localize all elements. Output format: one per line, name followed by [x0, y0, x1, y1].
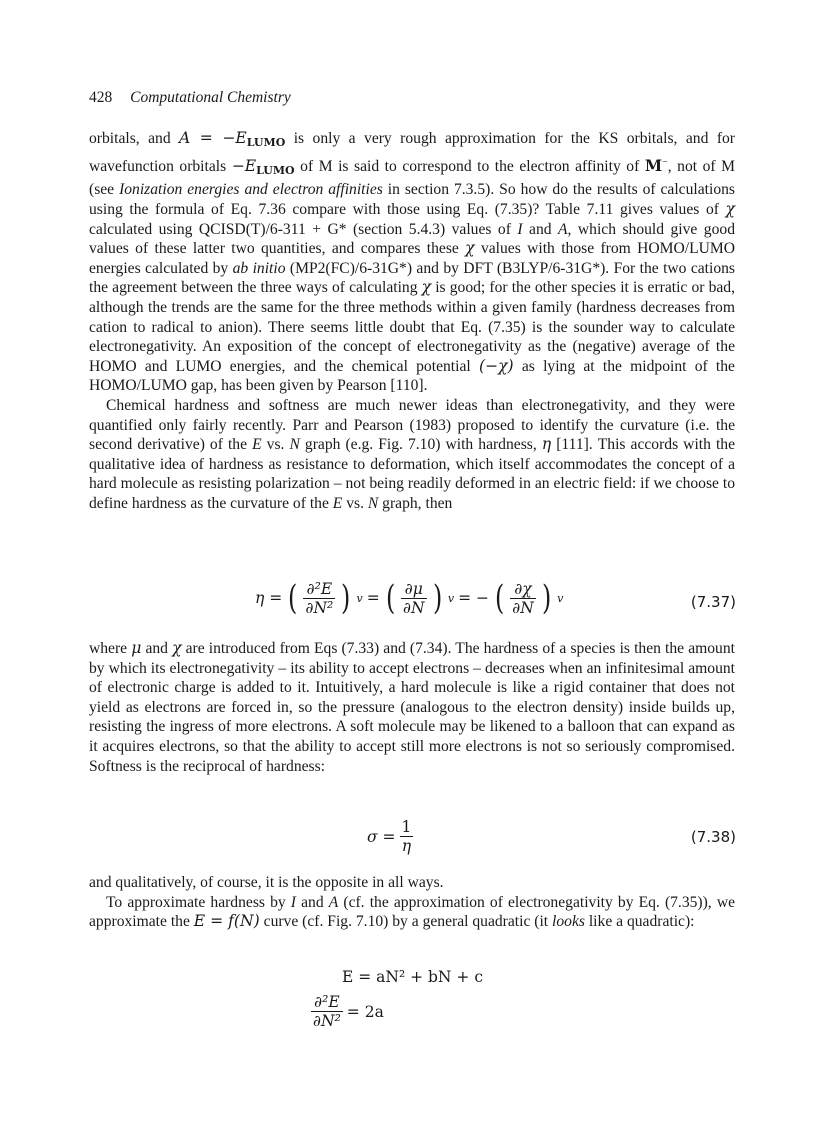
denominator: ∂N² [305, 598, 334, 617]
italic-text: E [332, 494, 343, 512]
text: of [626, 157, 645, 175]
text: [111]. This accords with the qualitative idea of hardness as resistance to deformation, which itself accommodates the concept of a hard molecule as resisting polarization – not being readily deformed in an electric field: if we choose to define hardness as the curvature of the [89, 436, 736, 512]
italic-text: I [517, 220, 523, 238]
text: (cf. the approximation of electronegativity by Eq. (7.35)), we approximate the [89, 893, 736, 931]
eq-lhs: η = [255, 589, 283, 607]
italic-text: A, [558, 220, 572, 238]
fraction [311, 993, 343, 1030]
text: for wavefunction orbitals [89, 130, 735, 175]
equation-7-37 [255, 578, 563, 618]
quadratic-equation: E = aN² + bN + c [342, 968, 484, 986]
fraction [303, 580, 335, 617]
text: and [141, 640, 173, 657]
text: To approximate hardness by [106, 893, 291, 911]
subscript: v [557, 591, 564, 605]
text: and [295, 893, 329, 911]
italic-text: I [290, 893, 296, 911]
math: η [541, 435, 552, 454]
subscript: v [447, 591, 455, 605]
subscript: v [356, 591, 363, 605]
paren: ( [494, 578, 505, 618]
text: and qualitatively, of course, it is the opposite in all ways. [89, 874, 444, 891]
text: how do the results of calculations using the formula of Eq. 7.36 compare with those using Eq. (7.35)? Table 7.11 gives values of [89, 181, 735, 218]
text: calculated using QCISD(T)/6-311 + G* (section 5.4.3) values of [89, 220, 518, 238]
equation-7-38 [367, 818, 413, 855]
math-sub: LUMO [256, 163, 295, 177]
running-title: Computational Chemistry [130, 89, 291, 106]
text: is only a very rough approximation for the KS orbitals, and [285, 130, 709, 147]
italic-text: E [252, 436, 262, 454]
italic-text: looks [552, 913, 585, 931]
text: (MP2(FC)/6-31G*) and by DFT (B3LYP/6-31G*). For the two cations the agreement between the three ways of calculating [89, 259, 736, 297]
text: Chemical hardness and softness are much newer ideas than electronegativity, and they were quantified only fairly recently. Parr and Pearson (1983) proposed to identify the curvature (i.e. the second derivative) of the [89, 396, 735, 454]
math: χ [172, 639, 182, 657]
numerator: ∂²E [303, 580, 335, 599]
denominator: η [401, 837, 412, 855]
math-sup: − [662, 156, 668, 168]
text: as lying at the midpoint of the HOMO/LUMO gap, has been given by Pearson [110]. [89, 357, 735, 395]
math: E = f(N) [193, 912, 260, 931]
eq-lhs: σ = [367, 827, 396, 846]
running-header [89, 89, 291, 107]
text: are introduced from Eqs (7.33) and (7.34). The hardness of a species is then the amount by which its electronegativity – its ability to accept electrons – decreases when an infinitesimal amount of electronic charge is added to it. Intuitively, a hard molecule is like a rigid container that does not yield as electrons are forced in, so the pressure (analogous to the electron density) inside builds up, resisting the ingress of more electrons. A soft molecule may be likened to a balloon that can expand as it acquires electrons, so that the ability to accept still more electrons is not so seriously compromised. Softness is the reciprocal of hardness: [89, 640, 735, 775]
text: vs. [342, 494, 368, 512]
equals: = [366, 589, 380, 607]
fraction [510, 580, 536, 617]
text: of M is said to correspond to the electron affinity [294, 157, 621, 175]
fraction [400, 818, 414, 855]
text: , not of M (see [89, 157, 735, 199]
paragraph-1 [89, 129, 735, 513]
math: (−χ) [478, 356, 514, 375]
math: χ [465, 239, 475, 258]
equation-number: (7.37) [690, 593, 736, 611]
denominator: ∂N [403, 598, 425, 617]
text: graph, then [378, 494, 453, 512]
paragraph-2 [89, 396, 735, 514]
text: and [522, 220, 558, 238]
math: μ [131, 639, 142, 657]
eq-rhs: = 2a [346, 1002, 384, 1021]
math: χ [421, 278, 432, 297]
paren: ) [541, 578, 552, 618]
text: orbitals, and [89, 130, 180, 147]
paren: ) [432, 578, 442, 618]
second-derivative-equation [311, 993, 384, 1030]
paragraph-3 [89, 639, 735, 776]
text: values with those from HOMO/LUMO energies calculated by [89, 240, 735, 277]
text: like a quadratic): [584, 913, 695, 931]
italic-text: N [289, 436, 300, 454]
fraction [401, 580, 427, 617]
numerator: 1 [401, 818, 412, 836]
italic-text: A [328, 893, 339, 911]
denominator: ∂N [512, 598, 534, 617]
italic-text: ab initio [232, 259, 286, 277]
equals: = − [458, 589, 489, 607]
paren: ( [288, 578, 298, 618]
equation-number: (7.38) [690, 828, 736, 846]
math: M [644, 155, 663, 175]
text: vs. [261, 436, 290, 454]
italic-text: Ionization energies and electron affinities [119, 181, 383, 199]
text: curve (cf. Fig. 7.10) by a general quadratic (it [259, 913, 553, 931]
paren: ( [385, 578, 396, 618]
text: is good; for the other species it is erratic or bad, although the trends are the same for the three methods within a given family (hardness decreases from cation to radical to anion). There seems little doubt that Eq. (7.35) is the sounder way to calculate electronegativity. An exposition of the concept of electronegativity as the (negative) average of the HOMO and LUMO energies, and the chemical potential [89, 279, 736, 375]
math: A = −E [179, 129, 247, 147]
math-sub: LUMO [246, 136, 286, 149]
numerator: ∂χ [510, 580, 536, 599]
italic-text: N [367, 494, 379, 512]
math: −E [231, 156, 257, 175]
paren: ) [341, 578, 351, 618]
text: in section 7.3.5). So [382, 181, 516, 199]
paragraph-4 [89, 873, 735, 932]
page-number: 428 [89, 89, 113, 106]
numerator: ∂²E [311, 993, 343, 1012]
text: where [89, 640, 132, 657]
numerator: ∂μ [401, 580, 427, 599]
text: which should give good values of these latter two quantities, and compares these [89, 220, 735, 258]
math: χ [725, 199, 735, 218]
denominator: ∂N² [313, 1012, 341, 1030]
text: graph (e.g. Fig. 7.10) with hardness, [299, 436, 542, 454]
